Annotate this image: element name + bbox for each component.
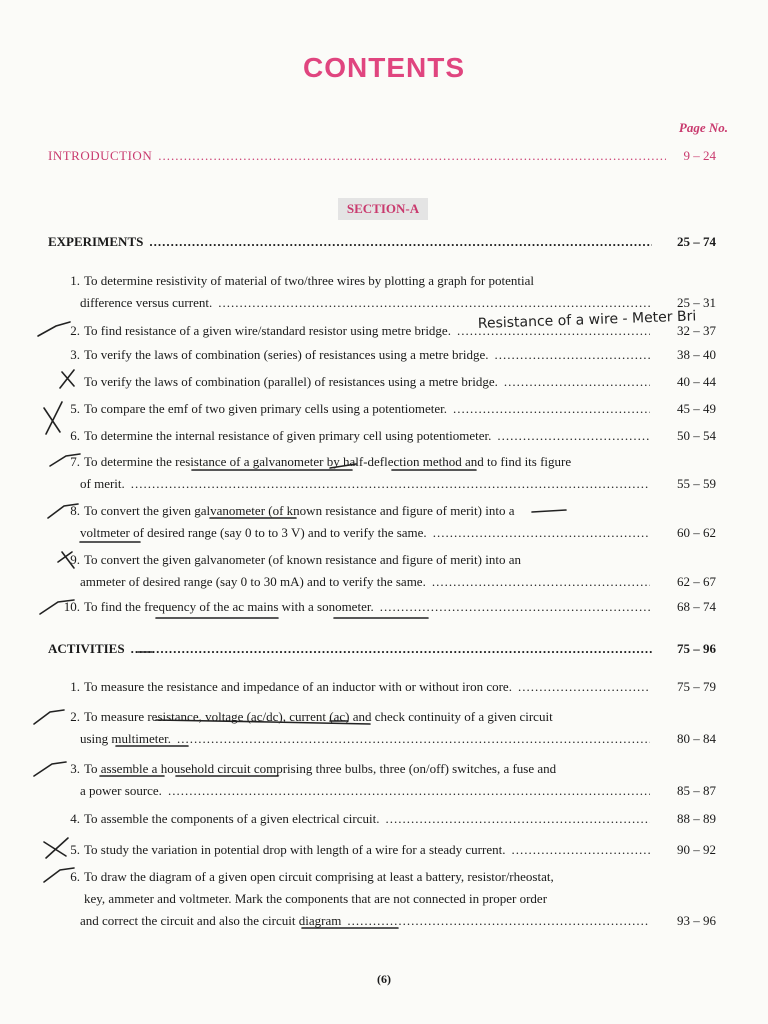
leader-dots xyxy=(385,808,650,830)
experiment-item-6 xyxy=(60,425,716,447)
item-pages: 80 – 84 xyxy=(677,731,716,746)
item-text: ammeter of desired range (say 0 to 30 mA) and to verify the same. xyxy=(80,574,426,589)
leader-dots xyxy=(511,839,650,861)
item-text: To draw the diagram of a given open circuit comprising at least a battery, resistor/rheostat, xyxy=(84,869,554,884)
leader-dots xyxy=(495,344,651,366)
item-number: 7. xyxy=(70,454,80,469)
leader-dots xyxy=(497,425,650,447)
item-text: To determine resistivity of material of two/three wires by plotting a graph for potential xyxy=(84,273,534,288)
experiment-item-2 xyxy=(60,320,716,342)
item-pages: 68 – 74 xyxy=(677,599,716,614)
activity-item-2 xyxy=(60,706,716,750)
item-number: 3. xyxy=(70,761,80,776)
item-text: To measure the resistance and impedance of an inductor with or without iron core. xyxy=(84,679,512,694)
item-number: 4. xyxy=(70,811,80,826)
experiments-heading: EXPERIMENTS xyxy=(48,234,144,249)
item-text: To assemble the components of a given electrical circuit. xyxy=(84,811,380,826)
introduction-label: INTRODUCTION xyxy=(48,148,153,163)
item-pages: 32 – 37 xyxy=(677,323,716,338)
activities-heading: ACTIVITIES xyxy=(48,641,125,656)
leader-dots xyxy=(504,371,650,393)
item-pages: 88 – 89 xyxy=(677,811,716,826)
item-number: 1. xyxy=(70,273,80,288)
activities-heading-row xyxy=(48,641,716,657)
leader-dots xyxy=(131,473,650,495)
item-text: To find the frequency of the ac mains with a sonometer. xyxy=(84,599,374,614)
leader-dots xyxy=(457,320,650,342)
item-number: 8. xyxy=(70,503,80,518)
item-pages: 55 – 59 xyxy=(677,476,716,491)
item-text: To measure resistance, voltage (ac/dc), current (ac) and check continuity of a given circuit xyxy=(84,709,553,724)
item-pages: 93 – 96 xyxy=(677,913,716,928)
item-text: key, ammeter and voltmeter. Mark the components that are not connected in proper order xyxy=(84,891,548,906)
experiment-item-4 xyxy=(60,371,716,393)
leader-dots xyxy=(218,292,650,314)
footer-page-number: (6) xyxy=(377,972,391,986)
item-text: To verify the laws of combination (parallel) of resistances using a metre bridge. xyxy=(84,374,498,389)
item-pages: 90 – 92 xyxy=(677,842,716,857)
activity-item-4 xyxy=(60,808,716,830)
leader-dots xyxy=(432,571,650,593)
experiment-item-3 xyxy=(60,344,716,366)
experiments-pages: 25 – 74 xyxy=(677,234,716,249)
activity-item-3 xyxy=(60,758,716,802)
leader-dots xyxy=(380,596,650,618)
experiments-heading-row xyxy=(48,234,716,250)
item-number: 5. xyxy=(70,401,80,416)
leader-dots xyxy=(433,522,650,544)
item-pages: 62 – 67 xyxy=(677,574,716,589)
item-number: 2. xyxy=(70,709,80,724)
item-text: To assemble a household circuit comprising three bulbs, three (on/off) switches, a fuse and xyxy=(84,761,557,776)
section-a-label: SECTION-A xyxy=(338,198,428,220)
item-text: To verify the laws of combination (series) of resistances using a metre bridge. xyxy=(84,347,489,362)
item-number: 5. xyxy=(70,842,80,857)
leader-dots xyxy=(131,641,652,657)
item-text: To convert the given galvanometer (of known resistance and figure of merit) into a xyxy=(84,503,515,518)
leader-dots xyxy=(347,910,650,932)
experiment-item-9 xyxy=(60,549,716,593)
item-text: To find resistance of a given wire/standard resistor using metre bridge. xyxy=(84,323,451,338)
item-pages: 38 – 40 xyxy=(677,347,716,362)
activity-item-1 xyxy=(60,676,716,698)
activity-item-5 xyxy=(60,839,716,861)
item-text: To determine the resistance of a galvanometer by half-deflection method and to find its figure xyxy=(84,454,572,469)
page-no-label: Page No. xyxy=(678,120,728,135)
page-title: CONTENTS xyxy=(303,52,465,83)
item-text: To compare the emf of two given primary cells using a potentiometer. xyxy=(84,401,447,416)
item-pages: 85 – 87 xyxy=(677,783,716,798)
item-pages: 45 – 49 xyxy=(677,401,716,416)
item-pages: 50 – 54 xyxy=(677,428,716,443)
item-pages: 40 – 44 xyxy=(677,374,716,389)
item-text: difference versus current. xyxy=(80,295,213,310)
item-number: 1. xyxy=(70,679,80,694)
item-number: 3. xyxy=(70,347,80,362)
item-text: a power source. xyxy=(80,783,162,798)
item-text: To determine the internal resistance of given primary cell using potentiometer. xyxy=(84,428,492,443)
item-text: of merit. xyxy=(80,476,125,491)
item-pages: 75 – 79 xyxy=(677,679,716,694)
item-number: 10. xyxy=(63,599,80,614)
item-text: To study the variation in potential drop with length of a wire for a steady current. xyxy=(84,842,506,857)
item-text: voltmeter of desired range (say 0 to to 3 V) and to verify the same. xyxy=(80,525,427,540)
item-pages: 60 – 62 xyxy=(677,525,716,540)
activities-pages: 75 – 96 xyxy=(677,641,716,656)
introduction-pages: 9 – 24 xyxy=(683,148,716,163)
handwritten-note: Resistance of a wire - Meter Bri xyxy=(477,308,697,332)
leader-dots xyxy=(168,780,650,802)
leader-dots xyxy=(518,676,650,698)
leader-dots xyxy=(158,148,666,164)
experiment-item-1 xyxy=(60,270,716,314)
item-number: 6. xyxy=(70,428,80,443)
item-text: and correct the circuit and also the circuit diagram xyxy=(80,913,342,928)
item-number: 6. xyxy=(70,869,80,884)
item-pages: 25 – 31 xyxy=(677,295,716,310)
introduction-row xyxy=(48,148,716,164)
item-text: To convert the given galvanometer (of known resistance and figure of merit) into an xyxy=(84,552,521,567)
leader-dots xyxy=(453,398,650,420)
experiment-item-10 xyxy=(60,596,716,618)
experiment-item-8 xyxy=(60,500,716,544)
experiment-item-7 xyxy=(60,451,716,495)
experiment-item-5 xyxy=(60,398,716,420)
leader-dots xyxy=(149,234,652,250)
leader-dots xyxy=(177,728,650,750)
item-text: using multimeter. xyxy=(80,731,171,746)
item-number: 9. xyxy=(70,552,80,567)
item-number: 2. xyxy=(70,323,80,338)
activity-item-6 xyxy=(60,866,716,932)
item-number xyxy=(60,371,80,393)
